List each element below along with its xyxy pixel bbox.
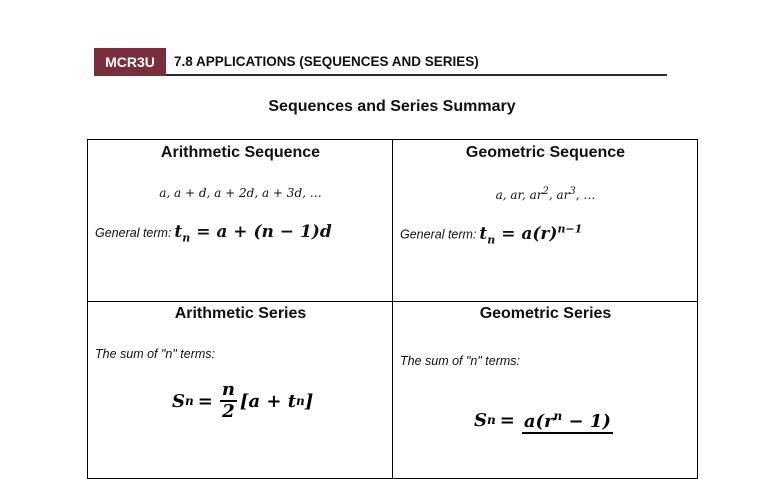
geo-seq-exp: 2 (542, 186, 549, 197)
document-title: Sequences and Series Summary (268, 98, 516, 115)
sum-subscript: n (185, 394, 194, 408)
term-subscript: n (182, 231, 191, 245)
term-exponent: n−1 (557, 222, 583, 235)
arithmetic-series-title: Arithmetic Series (174, 305, 307, 322)
fraction (522, 406, 613, 434)
geometric-sequence-terms (393, 186, 698, 202)
geometric-series-title: Geometric Series (479, 305, 612, 322)
geometric-term-formula (479, 222, 583, 247)
term-symbol: t (174, 222, 183, 242)
geometric-sum-formula (474, 406, 616, 434)
arithmetic-term-formula (174, 222, 332, 245)
geometric-general-term (400, 222, 582, 246)
geo-seq-part: a, ar, ar (495, 188, 543, 202)
term-rhs: = a + (n − 1)d (196, 222, 332, 242)
geo-seq-part: , ar (548, 188, 570, 202)
fraction-denominator: 2 (222, 401, 235, 422)
fraction-numerator (522, 406, 613, 434)
numerator-exponent: n (553, 409, 563, 423)
unit-title: 7.8 APPLICATIONS (SEQUENCES AND SERIES) (174, 54, 479, 69)
equals-sign: = (499, 409, 515, 431)
equals-sign: = (197, 390, 213, 412)
term-symbol: t (479, 223, 488, 244)
arithmetic-sum-label: The sum of "n" terms: (95, 347, 216, 361)
geo-seq-part: , … (575, 188, 596, 202)
course-code-badge: MCR3U (94, 48, 166, 76)
page-header (94, 48, 667, 76)
bracket-expression: [a + t (239, 390, 297, 412)
geometric-sequence-title: Geometric Sequence (465, 144, 626, 161)
general-term-label: General term: (400, 227, 477, 242)
arithmetic-general-term (95, 222, 332, 244)
arithmetic-sum-formula (172, 380, 313, 422)
sum-subscript: n (487, 413, 496, 427)
arithmetic-sequence-title: Arithmetic Sequence (160, 144, 321, 161)
summary-table (87, 139, 698, 479)
row-divider (88, 301, 697, 302)
sum-symbol: S (474, 409, 487, 431)
general-term-label: General term: (95, 226, 172, 240)
numerator-part: − 1) (562, 411, 611, 432)
geo-seq-exp: 3 (569, 186, 576, 197)
arithmetic-sequence-terms: a, a + d, a + 2d, a + 3d, … (159, 186, 322, 200)
term-subscript: n (296, 394, 305, 408)
geometric-sum-label: The sum of "n" terms: (400, 354, 521, 368)
numerator-part: a(r (523, 411, 554, 432)
fraction (220, 380, 237, 422)
sum-symbol: S (172, 390, 185, 412)
bracket-close: ] (304, 390, 314, 412)
term-subscript: n (487, 233, 496, 247)
term-rhs: = a(r) (501, 223, 558, 244)
fraction-numerator: n (221, 379, 235, 400)
